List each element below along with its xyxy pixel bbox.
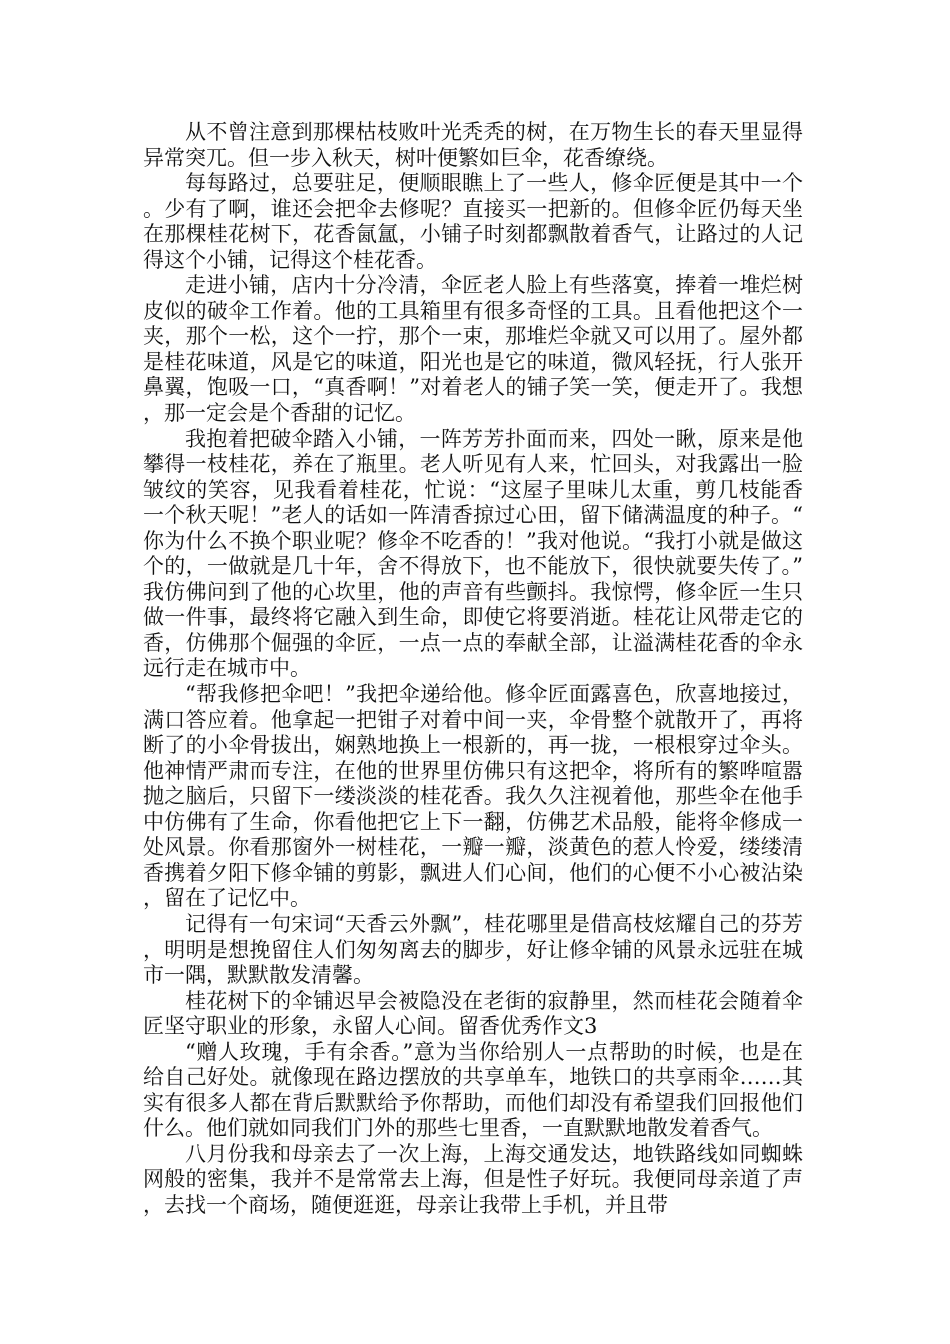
paragraph-5: “帮我修把伞吧！”我把伞递给他。修伞匠面露喜色，欣喜地接过，满口答应着。他拿起一把钳子对着中间一夹，伞骨整个就散开了，再将断了的小伞骨拔出，娴熟地换上一根新的，再一拢，一根根穿过伞头。他神情严肃而专注，在他的世界里仿佛只有这把伞，将所有的繁哗喧嚣抛之脑后，只留下一缕淡淡的桂花香。我久久注视着他，那些伞在他手中仿佛有了生命，你看他把它上下一翻，仿佛艺术品般，能将伞修成一处风景。你看那窗外一树桂花，一瓣一瓣，淡黄色的惹人怜爱，缕缕清香携着夕阳下修伞铺的剪影，飘进人们心间，他们的心便不小心被沾染，留在了记忆中。	[143, 682, 803, 911]
paragraph-1: 从不曾注意到那棵枯枝败叶光秃秃的树，在万物生长的春天里显得异常突兀。但一步入秋天，树叶便繁如巨伞，花香缭绕。	[143, 120, 803, 170]
paragraph-8: “赠人玫瑰，手有余香。”意为当你给别人一点帮助的时候，也是在给自己好处。就像现在路边摆放的共享单车，地铁口的共享雨伞……其实有很多人都在背后默默给予你帮助，而他们却没有希望我们回报他们什么。他们就如同我们门外的那些七里香，一直默默地散发着香气。	[143, 1039, 803, 1141]
document-body	[143, 120, 803, 1219]
paragraph-2: 每每路过，总要驻足，便顺眼瞧上了一些人，修伞匠便是其中一个。少有了啊，谁还会把伞去修呢？直接买一把新的。但修伞匠仍每天坐在那棵桂花树下，花香氤氲，小铺子时刻都飘散着香气，让路过的人记得这个小铺，记得这个桂花香。	[143, 171, 803, 272]
paragraph-9: 八月份我和母亲去了一次上海，上海交通发达，地铁路线如同蜘蛛网般的密集，我并不是常常去上海，但是性子好玩。我便同母亲道了声，去找一个商场，随便逛逛，母亲让我带上手机，并且带	[143, 1141, 803, 1217]
paragraph-7: 桂花树下的伞铺迟早会被隐没在老街的寂静里，然而桂花会随着伞匠坚守职业的形象，永留人心间。留香优秀作文3	[143, 988, 803, 1039]
paragraph-3: 走进小铺，店内十分冷清，伞匠老人脸上有些落寞，捧着一堆烂树皮似的破伞工作着。他的工具箱里有很多奇怪的工具。且看他把这个一夹，那个一松，这个一拧，那个一束，那堆烂伞就又可以用了。屋外都是桂花味道，风是它的味道，阳光也是它的味道，微风轻抚，行人张开鼻翼，饱吸一口，“真香啊！”对着老人的铺子笑一笑，便走开了。我想，那一定会是个香甜的记忆。	[143, 273, 803, 426]
paragraph-6: 记得有一句宋词“天香云外飘”，桂花哪里是借高枝炫耀自己的芬芳，明明是想挽留住人们匆匆离去的脚步，好让修伞铺的风景永远驻在城市一隅，默默散发清馨。	[143, 911, 803, 988]
paragraph-4: 我抱着把破伞踏入小铺，一阵芳芳扑面而来，四处一瞅，原来是他攀得一枝桂花，养在了瓶里。老人听见有人来，忙回头，对我露出一脸皱纹的笑容，见我看着桂花，忙说：“这屋子里味儿太重，剪几枝能香一个秋天呢！”老人的话如一阵清香掠过心田，留下储满温度的种子。“你为什么不换个职业呢？修伞不吃香的！”我对他说。“我打小就是做这个的，一做就是几十年，舍不得放下，也不能放下，很快就要失传了。”我仿佛问到了他的心坎里，他的声音有些颤抖。我惊愕，修伞匠一生只做一件事，最终将它融入到生命，即使它将要消逝。桂花让风带走它的香，仿佛那个倔强的伞匠，一点一点的奉献全部，让溢满桂花香的伞永远行走在城市中。	[143, 426, 803, 681]
